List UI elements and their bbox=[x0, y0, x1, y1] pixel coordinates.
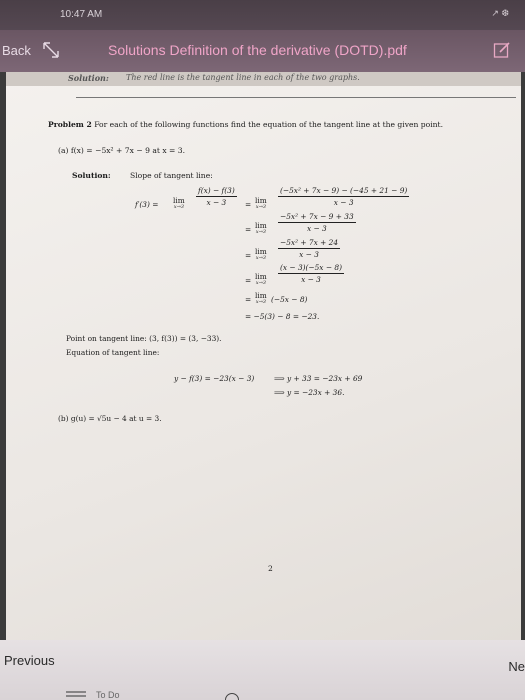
nav-bar bbox=[0, 30, 525, 72]
problem-statement bbox=[48, 120, 443, 129]
bottom-bar bbox=[0, 640, 525, 700]
lim-text: lim bbox=[255, 247, 267, 256]
equals: = bbox=[245, 251, 252, 260]
tangent-eq-2: ⟹ y = −23x + 36. bbox=[274, 388, 345, 397]
fragment-solution-label: Solution: bbox=[68, 73, 109, 83]
lim-sub: x→3 bbox=[173, 204, 184, 210]
edit-pencil-icon[interactable] bbox=[493, 41, 511, 59]
equals: = bbox=[245, 295, 252, 304]
limit-1 bbox=[173, 196, 185, 210]
denominator: x − 3 bbox=[206, 198, 227, 207]
equals: = bbox=[245, 276, 252, 285]
page-number: 2 bbox=[268, 564, 273, 573]
lim-text: lim bbox=[255, 291, 267, 300]
limit-5 bbox=[255, 272, 267, 286]
status-bar bbox=[0, 0, 525, 30]
lim-sub: x→3 bbox=[255, 229, 266, 235]
previous-page-fragment bbox=[6, 72, 521, 86]
lim-text: lim bbox=[255, 221, 267, 230]
fragment-text: The red line is the tangent line in each of the two graphs. bbox=[126, 73, 360, 82]
page-divider bbox=[76, 97, 516, 98]
back-button[interactable]: Back bbox=[2, 43, 31, 58]
previous-button[interactable]: Previous bbox=[4, 653, 55, 668]
equals: = bbox=[245, 200, 252, 209]
expand-arrows-icon[interactable] bbox=[42, 41, 60, 59]
equals: = bbox=[245, 225, 252, 234]
lim-text: lim bbox=[255, 196, 267, 205]
tangent-eq-1-right: ⟹ y + 33 = −23x + 69 bbox=[274, 374, 363, 383]
lim-text: lim bbox=[255, 272, 267, 281]
denominator: x − 3 bbox=[299, 250, 319, 259]
step-6: (−5x − 8) bbox=[271, 295, 308, 304]
limit-4 bbox=[255, 247, 267, 261]
todo-tab[interactable]: To Do bbox=[96, 690, 120, 700]
circle-icon[interactable] bbox=[225, 693, 239, 700]
denominator: x − 3 bbox=[306, 224, 327, 233]
lim-sub: x→3 bbox=[255, 204, 266, 210]
status-indicators: ↗ ❆ bbox=[491, 8, 509, 18]
part-b: (b) g(u) = √5u − 4 at u = 3. bbox=[58, 414, 162, 423]
step-7: = −5(3) − 8 = −23. bbox=[245, 312, 320, 321]
fraction-5 bbox=[278, 263, 344, 284]
numerator: −5x² + 7x − 9 + 33 bbox=[280, 212, 354, 221]
pdf-page[interactable] bbox=[6, 72, 521, 640]
numerator: (−5x² + 7x − 9) − (−45 + 21 − 9) bbox=[280, 186, 408, 195]
limit-3 bbox=[255, 221, 267, 235]
next-button[interactable]: Ne bbox=[508, 659, 525, 674]
lim-sub: x→3 bbox=[255, 299, 266, 305]
problem-label: Problem 2 bbox=[48, 120, 92, 129]
fraction-1 bbox=[196, 186, 237, 207]
solution-label: Solution: bbox=[72, 171, 111, 180]
document-title: Solutions Definition of the derivative (DOTD).pdf bbox=[108, 42, 407, 58]
numerator: f(x) − f(3) bbox=[198, 186, 235, 195]
limit-6 bbox=[255, 291, 267, 305]
lim-sub: x→3 bbox=[255, 280, 266, 286]
denominator: x − 3 bbox=[301, 275, 321, 284]
problem-text: For each of the following functions find the equation of the tangent line at the given point. bbox=[94, 120, 444, 129]
fraction-4 bbox=[278, 238, 340, 259]
fprime-lhs: f′(3) = bbox=[135, 200, 159, 209]
list-icon[interactable] bbox=[64, 690, 90, 700]
solution-text: Slope of tangent line: bbox=[130, 171, 213, 180]
part-a: (a) f(x) = −5x² + 7x − 9 at x = 3. bbox=[58, 146, 186, 155]
limit-2 bbox=[255, 196, 267, 210]
status-time: 10:47 AM bbox=[60, 9, 103, 20]
equation-label: Equation of tangent line: bbox=[66, 348, 160, 357]
fraction-3 bbox=[278, 212, 356, 233]
lim-text: lim bbox=[173, 196, 185, 205]
fraction-2 bbox=[278, 186, 409, 207]
tangent-eq-1-left: y − f(3) = −23(x − 3) bbox=[174, 374, 255, 383]
denominator: x − 3 bbox=[333, 198, 354, 207]
numerator: −5x² + 7x + 24 bbox=[280, 238, 339, 247]
numerator: (x − 3)(−5x − 8) bbox=[280, 263, 342, 272]
lim-sub: x→3 bbox=[255, 255, 266, 261]
point-on-tangent: Point on tangent line: (3, f(3)) = (3, −33). bbox=[66, 334, 222, 343]
